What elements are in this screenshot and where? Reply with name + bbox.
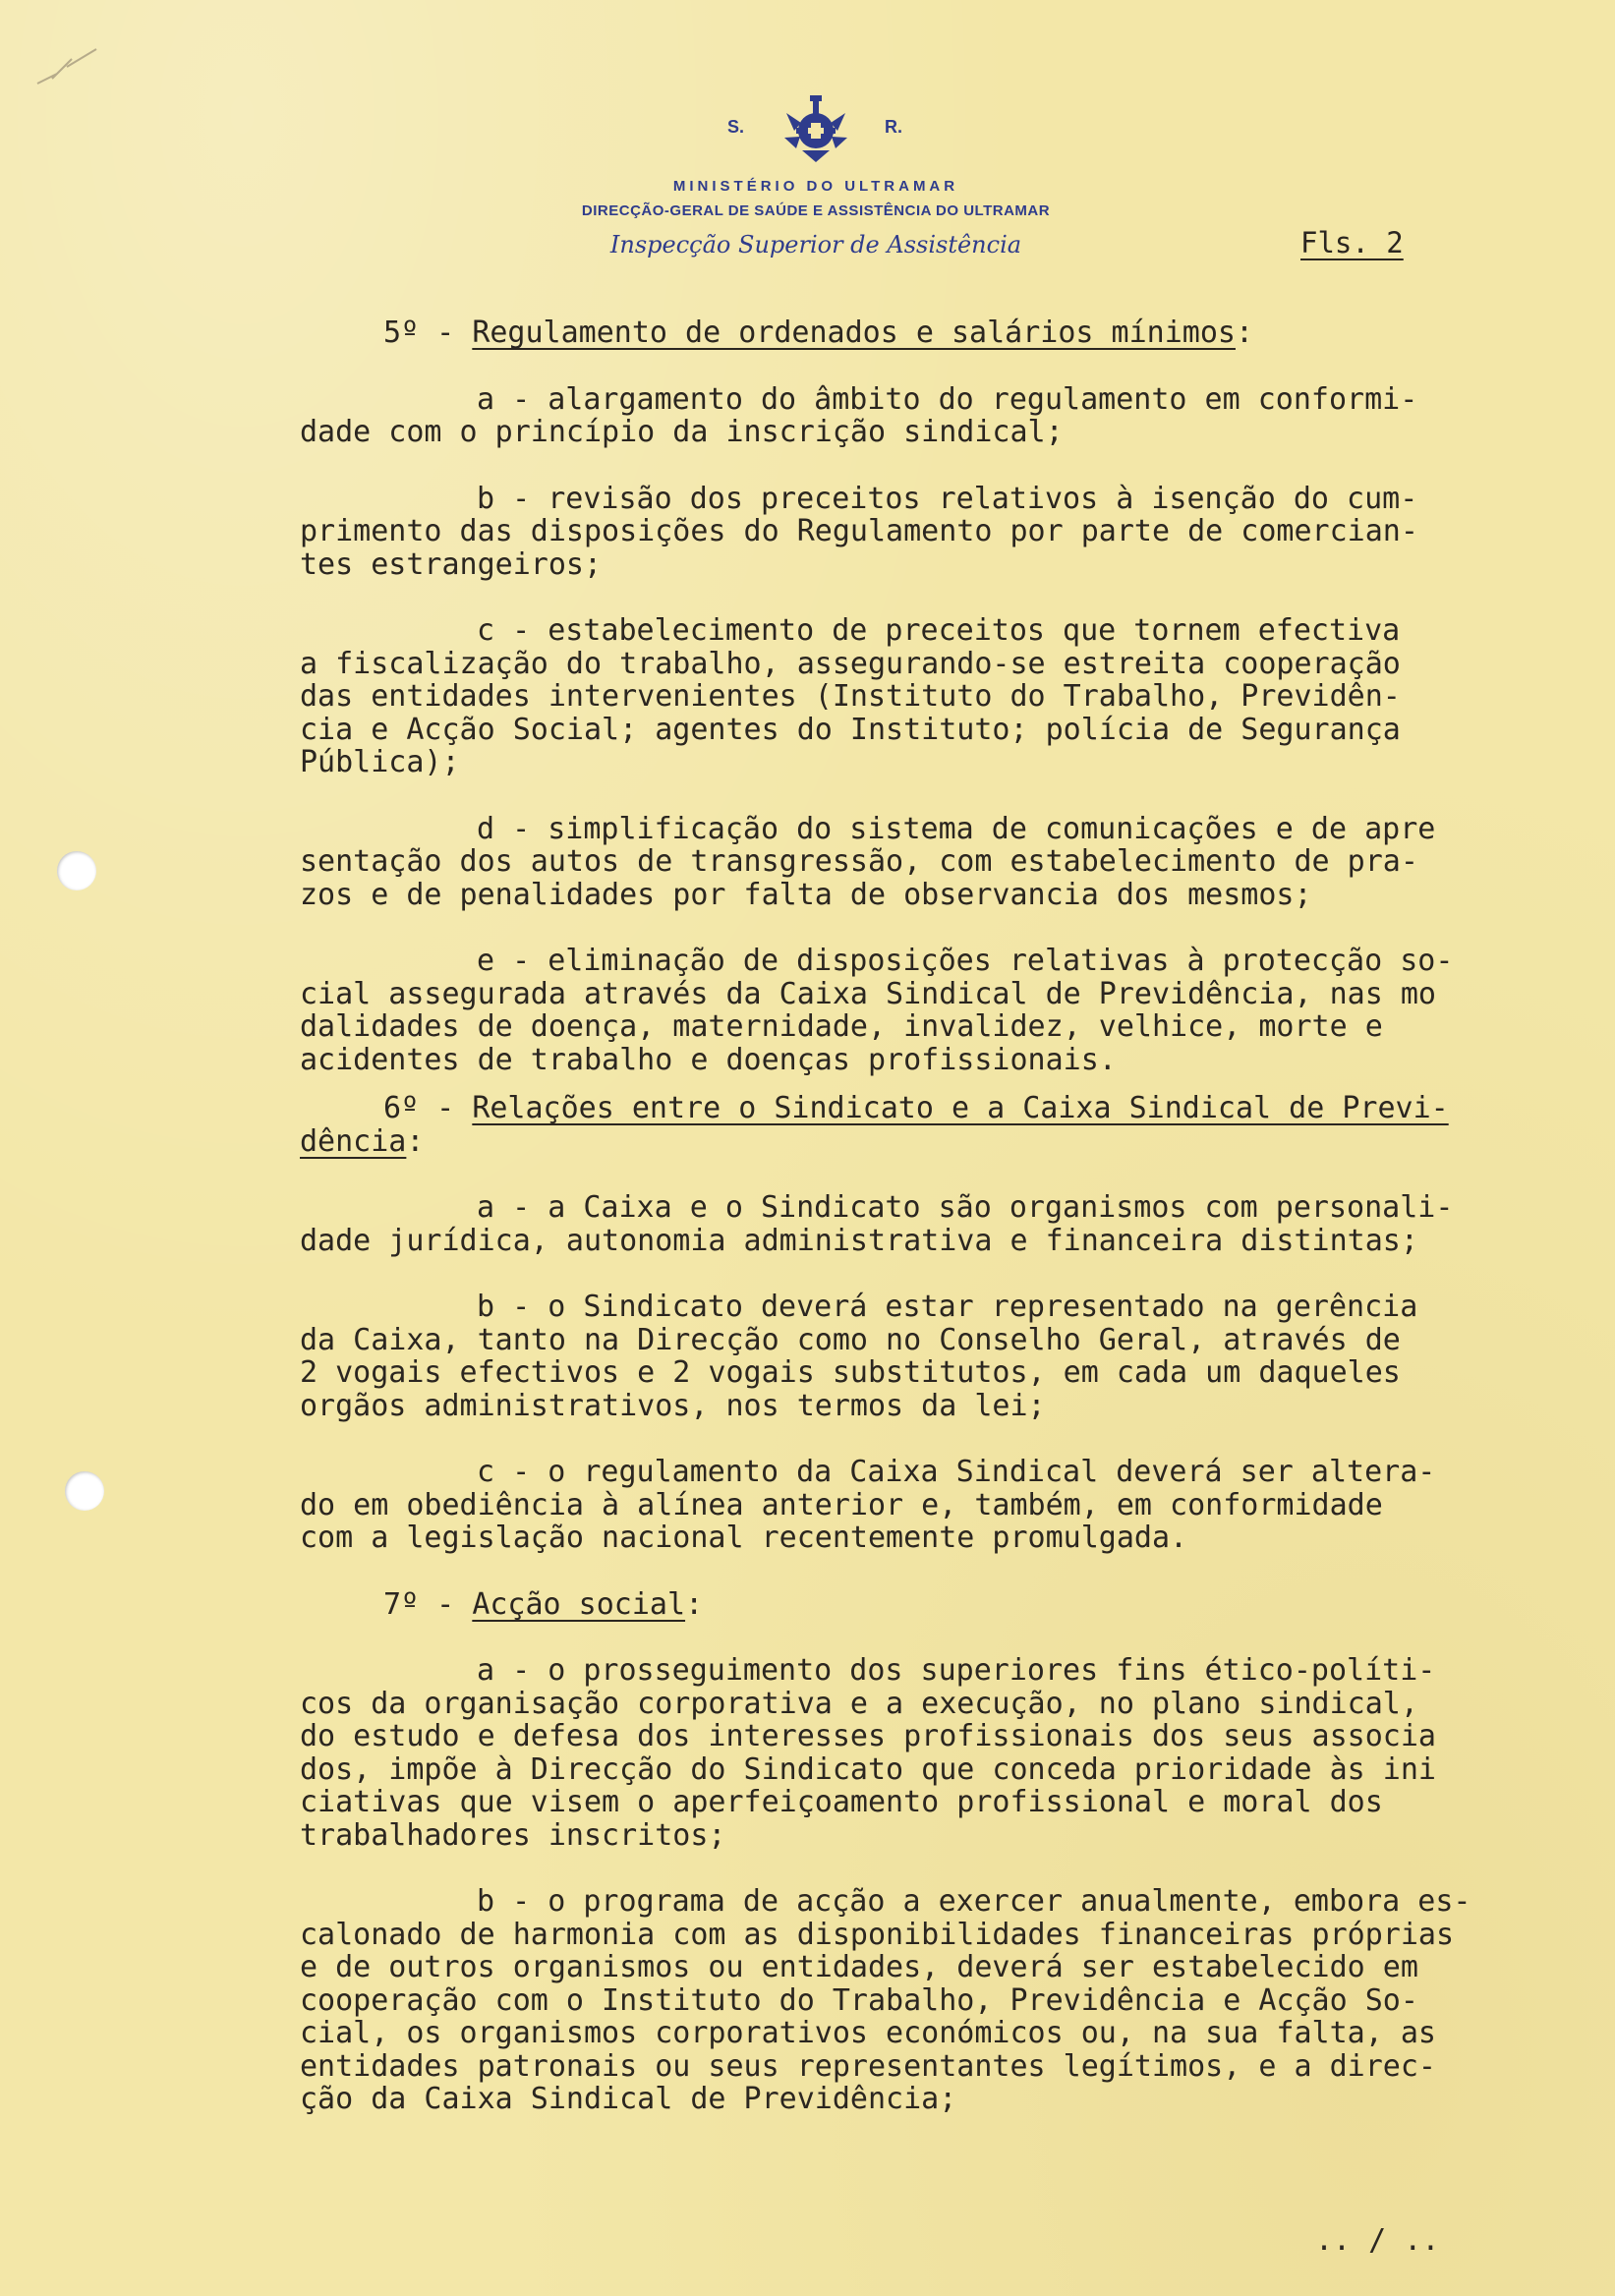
paragraph-line: cial, os organismos corporativos económicos ou, na sua falta, as bbox=[300, 2016, 1436, 2050]
paragraph-line: Pública); bbox=[300, 745, 460, 779]
paragraph-line: dade jurídica, autonomia administrativa e financeira distintas; bbox=[300, 1223, 1418, 1258]
paragraph-line: calonado de harmonia com as disponibilidades financeiras próprias bbox=[300, 1917, 1454, 1952]
paragraph-line: d - simplificação do sistema de comunicações e de apre bbox=[477, 811, 1436, 846]
paragraph-line: zos e de penalidades por falta de observancia dos mesmos; bbox=[300, 877, 1312, 912]
paragraph-line: sentação dos autos de transgressão, com estabelecimento de pra- bbox=[300, 844, 1418, 879]
document-body bbox=[300, 316, 1568, 2116]
paragraph-line: dalidades de doença, maternidade, invalidez, velhice, morte e bbox=[300, 1009, 1383, 1044]
letterhead-ministry: MINISTÉRIO DO ULTRAMAR bbox=[672, 178, 959, 195]
section-number: 7º - bbox=[383, 1586, 473, 1622]
paragraph-line: cia e Acção Social; agentes do Instituto; polícia de Segurança bbox=[300, 712, 1401, 747]
section-6-heading-cont bbox=[300, 1125, 1568, 1159]
paragraph-line: com a legislação nacional recentemente promulgada. bbox=[300, 1521, 1188, 1555]
paragraph-line: cos da organisação corporativa e a execução, no plano sindical, bbox=[300, 1686, 1418, 1721]
paragraph-line: dos, impõe à Direcção do Sindicato que conceda prioridade às ini bbox=[300, 1751, 1436, 1787]
letterhead bbox=[560, 93, 1071, 258]
paragraph-line: b - o Sindicato deverá estar representado na gerência bbox=[477, 1290, 1418, 1324]
paragraph-line: acidentes de trabalho e doenças profissionais. bbox=[300, 1042, 1117, 1077]
paragraph-line: primento das disposições do Regulamento por parte de comercian- bbox=[300, 514, 1418, 548]
paragraph-line: a - o prosseguimento dos superiores fins ético-políti- bbox=[477, 1653, 1436, 1688]
paragraph-line: c - o regulamento da Caixa Sindical deverá ser altera- bbox=[477, 1455, 1436, 1489]
paragraph-line: do estudo e defesa dos interesses profissionais dos seus associa bbox=[300, 1719, 1436, 1753]
paragraph-line: c - estabelecimento de preceitos que tornem efectiva bbox=[477, 613, 1401, 648]
paragraph-line: tes estrangeiros; bbox=[300, 546, 603, 582]
paragraph-line: 2 vogais efectivos e 2 vogais substitutos, em cada um daqueles bbox=[300, 1355, 1401, 1390]
paragraph-line: e - eliminação de disposições relativas à protecção so- bbox=[477, 944, 1454, 978]
punch-hole-upper bbox=[57, 851, 96, 890]
letterhead-s: S. bbox=[727, 117, 745, 137]
paragraph-line: entidades patronais ou seus representantes legítimos, e a direc- bbox=[300, 2048, 1436, 2084]
paragraph-line: cial assegurada através da Caixa Sindical de Previdência, nas mo bbox=[300, 976, 1436, 1011]
paragraph-line: ciativas que visem o aperfeiçoamento profissional e moral dos bbox=[300, 1785, 1383, 1819]
section-7-heading bbox=[300, 1588, 1568, 1622]
section-number: 5º - bbox=[383, 316, 473, 350]
section-suffix: : bbox=[1235, 316, 1254, 350]
paragraph-line: ção da Caixa Sindical de Previdência; bbox=[300, 2082, 957, 2116]
paragraph-line: e de outros organismos ou entidades, deverá ser estabelecido em bbox=[300, 1950, 1418, 1984]
section-title: Regulamento de ordenados e salários mínimos bbox=[472, 316, 1236, 350]
paragraph-line: da Caixa, tanto na Direcção como no Conselho Geral, através de bbox=[300, 1322, 1401, 1357]
section-6-heading bbox=[300, 1092, 1568, 1125]
paragraph-line: a - alargamento do âmbito do regulamento em conformi- bbox=[477, 381, 1418, 417]
punch-hole-lower bbox=[65, 1471, 104, 1511]
letterhead-r: R. bbox=[885, 117, 902, 137]
folio-number: Fls. 2 bbox=[1300, 226, 1404, 259]
section-suffix: : bbox=[685, 1586, 704, 1622]
section-number: 6º - bbox=[383, 1091, 473, 1125]
paragraph-line: cooperação com o Instituto do Trabalho, Previdência e Acção So- bbox=[300, 1982, 1418, 2018]
letterhead-inspection: Inspecção Superior de Assistência bbox=[609, 231, 1022, 258]
letterhead-directorate: DIRECÇÃO-GERAL DE SAÚDE E ASSISTÊNCIA DO ULTRAMAR bbox=[581, 202, 1051, 219]
paragraph-line: trabalhadores inscritos; bbox=[300, 1817, 726, 1853]
section-title: Acção social bbox=[472, 1586, 686, 1622]
paragraph-line: orgãos administrativos, nos termos da lei; bbox=[300, 1388, 1046, 1423]
letterhead-emblem-row bbox=[560, 93, 1071, 172]
paragraph-line: b - o programa de acção a exercer anualmente, embora es- bbox=[477, 1884, 1471, 1919]
section-title-cont: dência bbox=[300, 1123, 407, 1159]
paragraph-line: das entidades intervenientes (Instituto do Trabalho, Previdên- bbox=[300, 679, 1401, 714]
section-title: Relações entre o Sindicato e a Caixa Sindical de Previ- bbox=[472, 1091, 1449, 1125]
section-5-heading bbox=[300, 316, 1568, 350]
pencil-mark-icon bbox=[28, 29, 116, 98]
paragraph-line: b - revisão dos preceitos relativos à isenção do cum- bbox=[477, 481, 1418, 516]
paragraph-line: do em obediência à alínea anterior e, também, em conformidade bbox=[300, 1487, 1383, 1522]
continuation-mark: .. / .. bbox=[1315, 2223, 1440, 2258]
section-suffix: : bbox=[406, 1123, 425, 1159]
coat-of-arms-icon bbox=[767, 93, 865, 167]
paragraph-line: dade com o princípio da inscrição sindical; bbox=[300, 415, 1064, 449]
paragraph-line: a - a Caixa e o Sindicato são organismos com personali- bbox=[477, 1190, 1454, 1225]
paragraph-line: a fiscalização do trabalho, assegurando-se estreita cooperação bbox=[300, 646, 1401, 681]
